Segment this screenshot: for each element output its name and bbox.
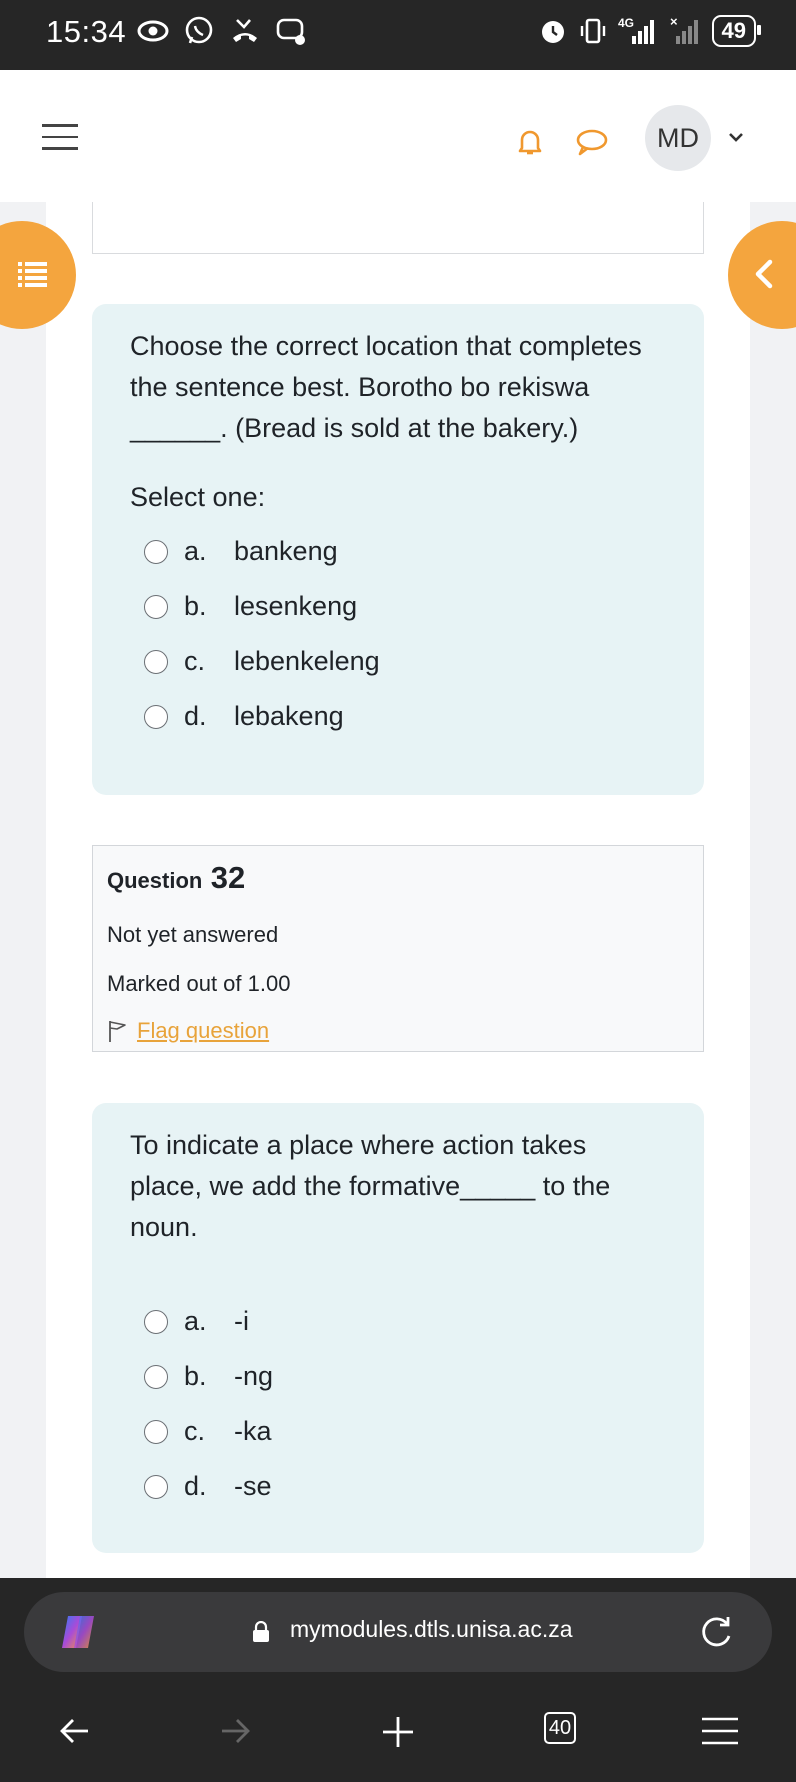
- tab-count-button[interactable]: 40: [544, 1712, 576, 1744]
- browser-toolbar: [0, 1578, 796, 1782]
- question-32-info: [92, 845, 704, 1052]
- question-label: Question: [107, 868, 203, 893]
- flag-question[interactable]: [107, 1018, 269, 1044]
- previous-question-info: [92, 202, 704, 254]
- forward-arrow-icon[interactable]: [218, 1714, 252, 1748]
- answer-options: [130, 524, 670, 744]
- chevron-left-icon: [752, 257, 776, 291]
- option-letter: b.: [184, 591, 207, 621]
- new-tab-icon[interactable]: [380, 1714, 416, 1750]
- chevron-down-icon[interactable]: [727, 130, 745, 144]
- whatsapp-icon: [182, 14, 216, 48]
- option-text: lesenkeng: [234, 591, 358, 621]
- option-letter: c.: [184, 646, 206, 676]
- question-marks: Marked out of 1.00: [107, 971, 291, 996]
- option-d[interactable]: [130, 689, 670, 744]
- option-text: lebenkeleng: [234, 646, 380, 676]
- svg-text:×: ×: [669, 14, 678, 29]
- question-line: Choose the correct location that completes: [130, 331, 642, 361]
- flag-question-link[interactable]: Flag question: [137, 1018, 270, 1043]
- hamburger-line: [42, 136, 78, 139]
- option-text: bankeng: [234, 536, 338, 566]
- option-c[interactable]: [130, 634, 670, 689]
- signal-no-service-icon: [668, 14, 702, 48]
- radio-button[interactable]: [144, 595, 168, 619]
- question-31-text: [92, 304, 704, 795]
- chat-icon[interactable]: [574, 126, 610, 158]
- option-a[interactable]: [130, 524, 670, 579]
- question-line: To indicate a place where action takes: [130, 1130, 587, 1160]
- user-avatar[interactable]: MD: [645, 105, 711, 171]
- signal-4g-icon: [618, 14, 658, 48]
- radio-button[interactable]: [144, 1365, 168, 1389]
- option-d[interactable]: [130, 1459, 670, 1514]
- battery-indicator: 49: [712, 15, 756, 47]
- option-text: -se: [234, 1471, 272, 1501]
- clock: 15:34: [46, 14, 127, 49]
- list-icon: [18, 260, 48, 288]
- url-text[interactable]: mymodules.dtls.unisa.ac.za: [290, 1616, 573, 1642]
- question-number: [107, 860, 245, 896]
- option-letter: d.: [184, 701, 207, 731]
- question-number-value: 32: [210, 860, 246, 895]
- question-state: Not yet answered: [107, 922, 279, 947]
- eye-icon: [136, 14, 170, 48]
- alarm-icon: [538, 14, 568, 48]
- copilot-icon[interactable]: [56, 1612, 100, 1652]
- flag-icon: [107, 1019, 127, 1043]
- notification-icons: [136, 14, 308, 48]
- radio-button[interactable]: [144, 1310, 168, 1334]
- question-line: noun.: [130, 1212, 198, 1242]
- option-text: lebakeng: [234, 701, 344, 731]
- lock-icon: [252, 1621, 270, 1643]
- option-b[interactable]: [130, 579, 670, 634]
- option-letter: c.: [184, 1416, 206, 1446]
- browser-nav-row: [0, 1688, 796, 1782]
- reload-icon[interactable]: [696, 1612, 736, 1652]
- bell-icon[interactable]: [514, 126, 546, 158]
- option-b[interactable]: [130, 1349, 670, 1404]
- back-arrow-icon[interactable]: [58, 1714, 92, 1748]
- option-letter: a.: [184, 536, 207, 566]
- question-line: place, we add the formative_____ to the: [130, 1171, 611, 1201]
- system-icons: [538, 14, 756, 48]
- answer-options: [130, 1294, 670, 1514]
- radio-button[interactable]: [144, 650, 168, 674]
- svg-text:4G: 4G: [617, 16, 634, 30]
- option-c[interactable]: [130, 1404, 670, 1459]
- question-line: ______. (Bread is sold at the bakery.): [130, 413, 579, 443]
- hamburger-line: [42, 124, 78, 127]
- option-text: -ka: [234, 1416, 272, 1446]
- radio-button[interactable]: [144, 1475, 168, 1499]
- messenger-icon: [274, 14, 308, 48]
- option-text: -i: [234, 1306, 249, 1336]
- option-a[interactable]: [130, 1294, 670, 1349]
- option-text: -ng: [234, 1361, 274, 1391]
- question-line: the sentence best. Borotho bo rekiswa: [130, 372, 590, 402]
- menu-button[interactable]: [42, 124, 78, 150]
- radio-button[interactable]: [144, 705, 168, 729]
- top-navbar: [0, 70, 796, 202]
- vibrate-icon: [578, 14, 608, 48]
- hamburger-line: [42, 147, 78, 150]
- radio-button[interactable]: [144, 1420, 168, 1444]
- status-bar: [0, 0, 796, 70]
- option-letter: a.: [184, 1306, 207, 1336]
- option-letter: b.: [184, 1361, 207, 1391]
- select-one-prompt: Select one:: [130, 482, 266, 512]
- question-32-text: [92, 1103, 704, 1553]
- missed-call-icon: [228, 14, 262, 48]
- address-bar[interactable]: [24, 1592, 772, 1672]
- radio-button[interactable]: [144, 540, 168, 564]
- menu-icon[interactable]: [700, 1714, 740, 1748]
- option-letter: d.: [184, 1471, 207, 1501]
